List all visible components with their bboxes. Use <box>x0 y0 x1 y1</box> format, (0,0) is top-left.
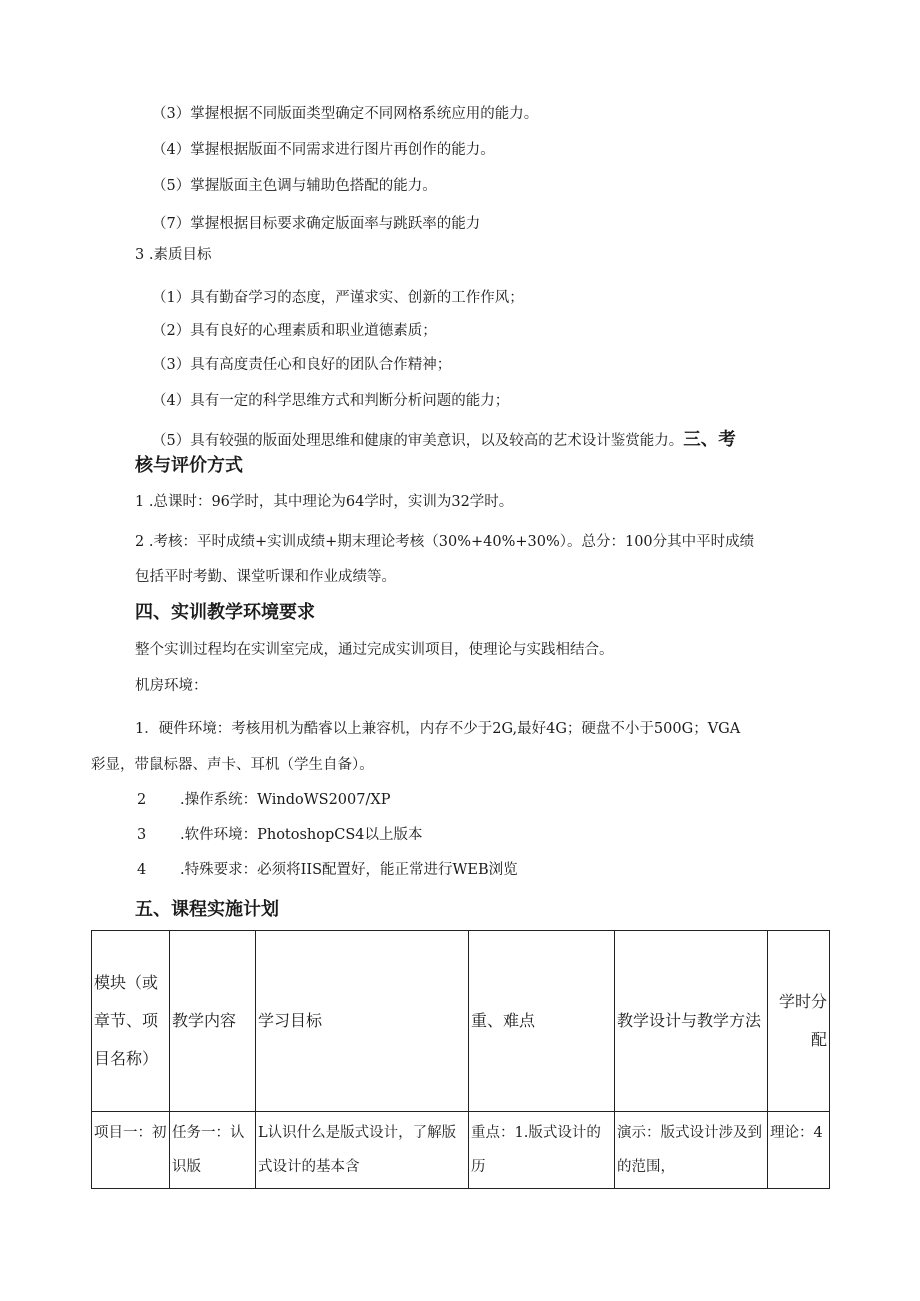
quality-item-5 <box>152 428 736 452</box>
special-line: .特殊要求：必须将IIS配置好，能正常进行WEB浏览 <box>180 862 518 878</box>
skill-item-5: （5）掌握版面主色调与辅助色搭配的能力。 <box>152 178 437 194</box>
training-intro: 整个实训过程均在实训室完成，通过完成实训项目，使理论与实践相结合。 <box>135 642 614 658</box>
cell-objectives: L认识什么是版式设计，了解版式设计的基本含 <box>256 1112 469 1189</box>
table-row <box>92 1112 830 1189</box>
quality-item-1: （1）具有勤奋学习的态度，严谨求实、创新的工作作风； <box>152 290 524 306</box>
quality-title: 3 .素质目标 <box>135 247 212 263</box>
header-objectives: 学习目标 <box>256 931 469 1112</box>
quality-item-2: （2）具有良好的心理素质和职业道德素质； <box>152 323 437 339</box>
table-header-row <box>92 931 830 1112</box>
software-number: 3 <box>137 827 147 843</box>
section4-heading: 四、实训教学环境要求 <box>135 602 315 623</box>
implementation-plan-table <box>91 930 830 1189</box>
special-number: 4 <box>137 862 147 878</box>
cell-key-points: 重点：1.版式设计的历 <box>469 1112 615 1189</box>
skill-item-3: （3）掌握根据不同版面类型确定不同网格系统应用的能力。 <box>152 106 539 122</box>
skill-item-7: （7）掌握根据目标要求确定版面率与跳跃率的能力 <box>152 216 481 232</box>
header-key-points: 重、难点 <box>469 931 615 1112</box>
skill-item-4: （4）掌握根据版面不同需求进行图片再创作的能力。 <box>152 142 495 158</box>
software-line: .软件环境：PhotoshopCS4以上版本 <box>180 827 423 843</box>
section3-heading-part2: 核与评价方式 <box>135 455 243 476</box>
quality-item-5-text: （5）具有较强的版面处理思维和健康的审美意识，以及较高的艺术设计鉴赏能力。 <box>152 433 684 449</box>
header-hours: 学时分配 <box>768 931 830 1112</box>
quality-item-4: （4）具有一定的科学思维方式和判断分析问题的能力； <box>152 393 510 409</box>
hardware-line-2: 彩显，带鼠标器、声卡、耳机（学生自备）。 <box>91 757 374 773</box>
quality-item-3: （3）具有高度责任心和良好的团队合作精神； <box>152 357 452 373</box>
header-content: 教学内容 <box>170 931 256 1112</box>
cell-module: 项目一：初 <box>92 1112 170 1189</box>
cell-hours: 理论：4 <box>768 1112 830 1189</box>
cell-content: 任务一：认识版 <box>170 1112 256 1189</box>
section5-heading: 五、课程实施计划 <box>135 899 279 920</box>
cell-method: 演示：版式设计涉及到的范围， <box>615 1112 768 1189</box>
section3-heading-part1: 三、考 <box>683 430 736 450</box>
header-method: 教学设计与教学方法 <box>615 931 768 1112</box>
total-hours: 1 .总课时：96学时，其中理论为64学时，实训为32学时。 <box>135 494 514 510</box>
os-number: 2 <box>137 792 147 808</box>
hardware-line-1: 1．硬件环境：考核用机为酷睿以上兼容机，内存不少于2G,最好4G；硬盘不小于500G；VGA <box>135 721 741 737</box>
os-line: .操作系统：WindoWS2007/XP <box>180 792 391 808</box>
header-module: 模块（或章节、项目名称） <box>92 931 170 1112</box>
assessment-line-1: 2 .考核：平时成绩+实训成绩+期末理论考核（30%+40%+30%）。总分：100分其中平时成绩 <box>135 534 755 550</box>
room-environment: 机房环境： <box>135 678 208 694</box>
assessment-line-2: 包括平时考勤、课堂听课和作业成绩等。 <box>135 569 396 585</box>
